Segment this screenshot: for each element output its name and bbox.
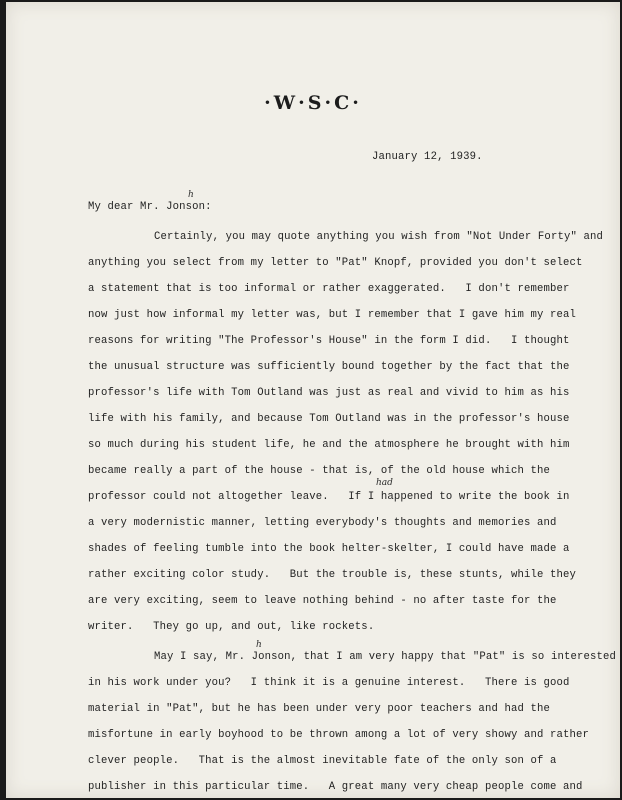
body-line: a very modernistic manner, letting everybody's thoughts and memories and [88,517,557,529]
body-line: professor's life with Tom Outland was just as real and vivid to him as his [88,387,570,399]
handwritten-insert-had: had [376,478,393,488]
body-line: rather exciting color study. But the trouble is, these stunts, while they [88,569,577,581]
letter-page [6,2,620,798]
handwritten-insert-h: h [188,190,194,200]
body-line: Certainly, you may quote anything you wish from "Not Under Forty" and [154,231,604,243]
body-line: life with his family, and because Tom Outland was in the professor's house [88,413,570,425]
salutation: My dear Mr. Jonson: [88,201,212,213]
body-line: so much during his student life, he and the atmosphere he brought with him [88,439,570,451]
letter-date: January 12, 1939. [372,151,483,163]
body-line: in his work under you? I think it is a genuine interest. There is good [88,677,570,689]
body-line: writer. They go up, and out, like rockets. [88,621,375,633]
body-line: shades of feeling tumble into the book helter-skelter, I could have made a [88,543,570,555]
body-line: reasons for writing "The Professor's House" in the form I did. I thought [88,335,570,347]
letterhead-monogram: ·W·S·C· [264,92,362,114]
body-line: material in "Pat", but he has been under very poor teachers and had the [88,703,551,715]
body-line: anything you select from my letter to "Pat" Knopf, provided you don't select [88,257,583,269]
body-line: became really a part of the house - that is, of the old house which the [88,465,551,477]
body-line: misfortune in early boyhood to be thrown among a lot of very showy and rather [88,729,590,741]
body-line: professor could not altogether leave. If I happened to write the book in [88,491,570,503]
body-line: publisher in this particular time. A great many very cheap people come and [88,781,583,793]
body-line: clever people. That is the almost inevitable fate of the only son of a [88,755,557,767]
body-line: May I say, Mr. Jonson, that I am very happy that "Pat" is so interested [154,651,617,663]
body-line: a statement that is too informal or rather exaggerated. I don't remember [88,283,570,295]
body-line: the unusual structure was sufficiently bound together by the fact that the [88,361,570,373]
handwritten-insert-h-2: h [256,640,262,650]
body-line: are very exciting, seem to leave nothing behind - no after taste for the [88,595,557,607]
body-line: now just how informal my letter was, but I remember that I gave him my real [88,309,577,321]
